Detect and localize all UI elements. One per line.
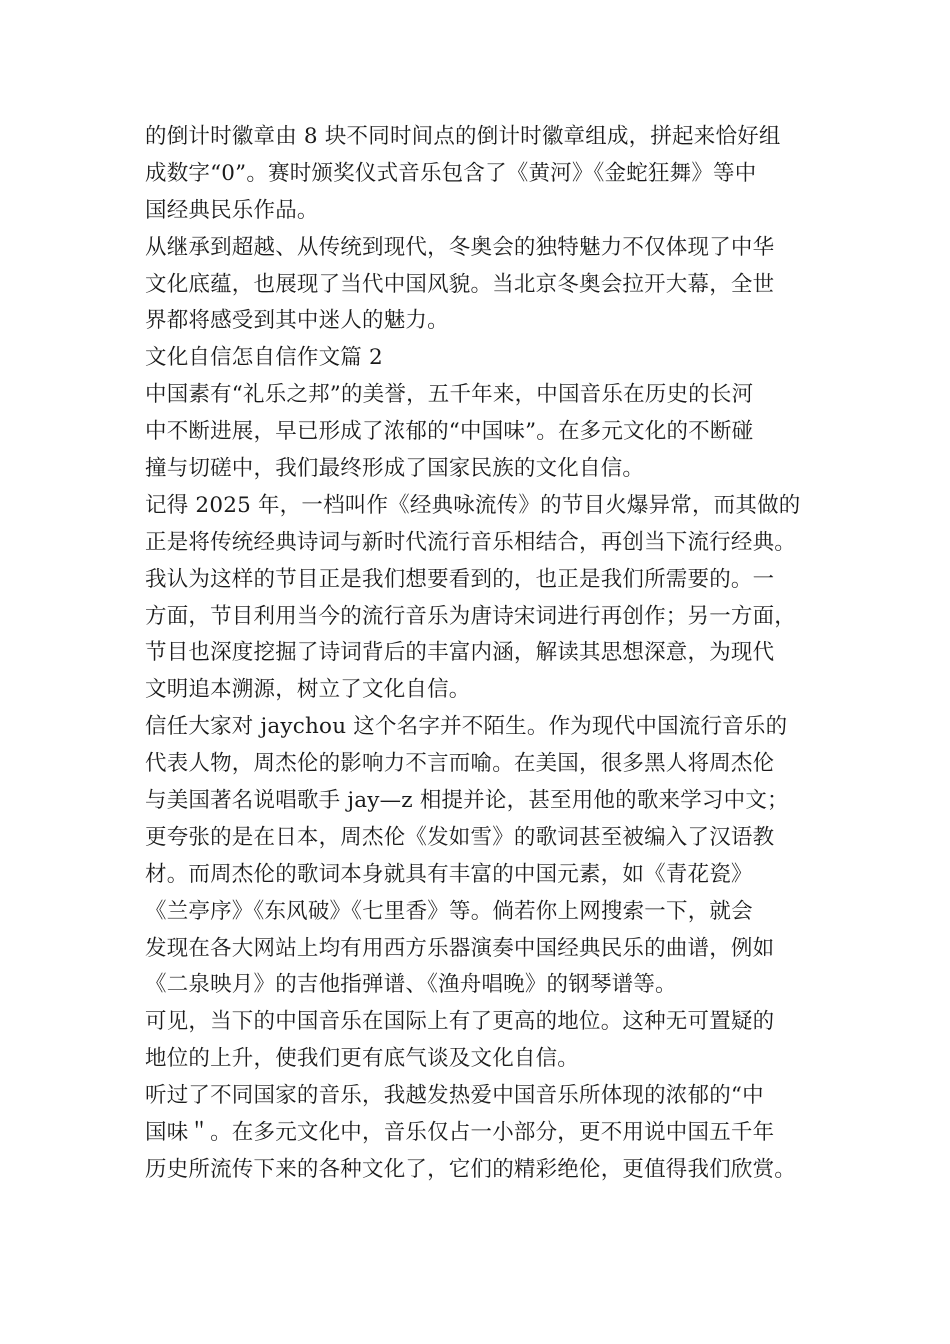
text-line: 发现在各大网站上均有用西方乐器演奏中国经典民乐的曲谱，例如 — [145, 935, 775, 961]
text-line: 成数字“0”。赛时颁奖仪式音乐包含了《黄河》《金蛇狂舞》等中 — [145, 160, 757, 186]
text-line: 中不断进展，早已形成了浓郁的“中国味”。在多元文化的不断碰 — [145, 419, 754, 445]
text-line: 节目也深度挖掘了诗词背后的丰富内涵，解读其思想深意，为现代 — [145, 640, 775, 666]
text-line: 从继承到超越、从传统到现代，冬奥会的独特魅力不仅体现了中华 — [145, 234, 775, 260]
text-line: 国经典民乐作品。 — [145, 197, 319, 223]
text-line: 撞与切磋中，我们最终形成了国家民族的文化自信。 — [145, 456, 645, 482]
section-heading: 文化自信怎自信作文篇 2 — [145, 345, 383, 371]
text-line: 文明追本溯源，树立了文化自信。 — [145, 677, 471, 703]
text-line: 中国素有“礼乐之邦”的美誉，五千年来，中国音乐在历史的长河 — [145, 382, 754, 408]
text-line: 国味＂。在多元文化中，音乐仅占一小部分，更不用说中国五千年 — [145, 1120, 775, 1146]
text-line: 的倒计时徽章由 8 块不同时间点的倒计时徽章组成，拼起来恰好组 — [145, 124, 781, 149]
text-line: 记得 2025 年，一档叫作《经典咏流传》的节目火爆异常，而其做的 — [145, 492, 801, 518]
text-line: 文化底蕴，也展现了当代中国风貌。当北京冬奥会拉开大幕，全世 — [145, 271, 775, 297]
text-line: 材。而周杰伦的歌词本身就具有丰富的中国元素，如《青花瓷》 — [145, 861, 753, 887]
text-line: 界都将感受到其中迷人的魅力。 — [145, 308, 449, 334]
text-line: 更夸张的是在日本，周杰伦《发如雪》的歌词甚至被编入了汉语教 — [145, 824, 775, 850]
text-line: 与美国著名说唱歌手 jay—z 相提并论，甚至用他的歌来学习中文； — [145, 788, 789, 814]
text-line: 历史所流传下来的各种文化了，它们的精彩绝伦，更值得我们欣赏。 — [145, 1156, 797, 1182]
text-line: 我认为这样的节目正是我们想要看到的，也正是我们所需要的。一 — [145, 566, 775, 592]
text-line: 听过了不同国家的音乐，我越发热爱中国音乐所体现的浓郁的“中 — [145, 1083, 764, 1109]
document-body — [145, 119, 835, 1189]
text-line: 《兰亭序》《东风破》《七里香》等。倘若你上网搜索一下，就会 — [145, 898, 753, 924]
text-line: 代表人物，周杰伦的影响力不言而喻。在美国，很多黑人将周杰伦 — [145, 751, 775, 777]
text-line: 可见，当下的中国音乐在国际上有了更高的地位。这种无可置疑的 — [145, 1009, 775, 1035]
text-line: 方面，节目利用当今的流行音乐为唐诗宋词进行再创作；另一方面， — [145, 603, 797, 629]
text-line: 正是将传统经典诗词与新时代流行音乐相结合，再创当下流行经典。 — [145, 529, 797, 555]
text-line: 地位的上升，使我们更有底气谈及文化自信。 — [145, 1046, 580, 1072]
text-line: 《二泉映月》的吉他指弹谱、《渔舟唱晚》的钢琴谱等。 — [145, 972, 677, 998]
text-line: 信任大家对 jaychou 这个名字并不陌生。作为现代中国流行音乐的 — [145, 714, 788, 740]
